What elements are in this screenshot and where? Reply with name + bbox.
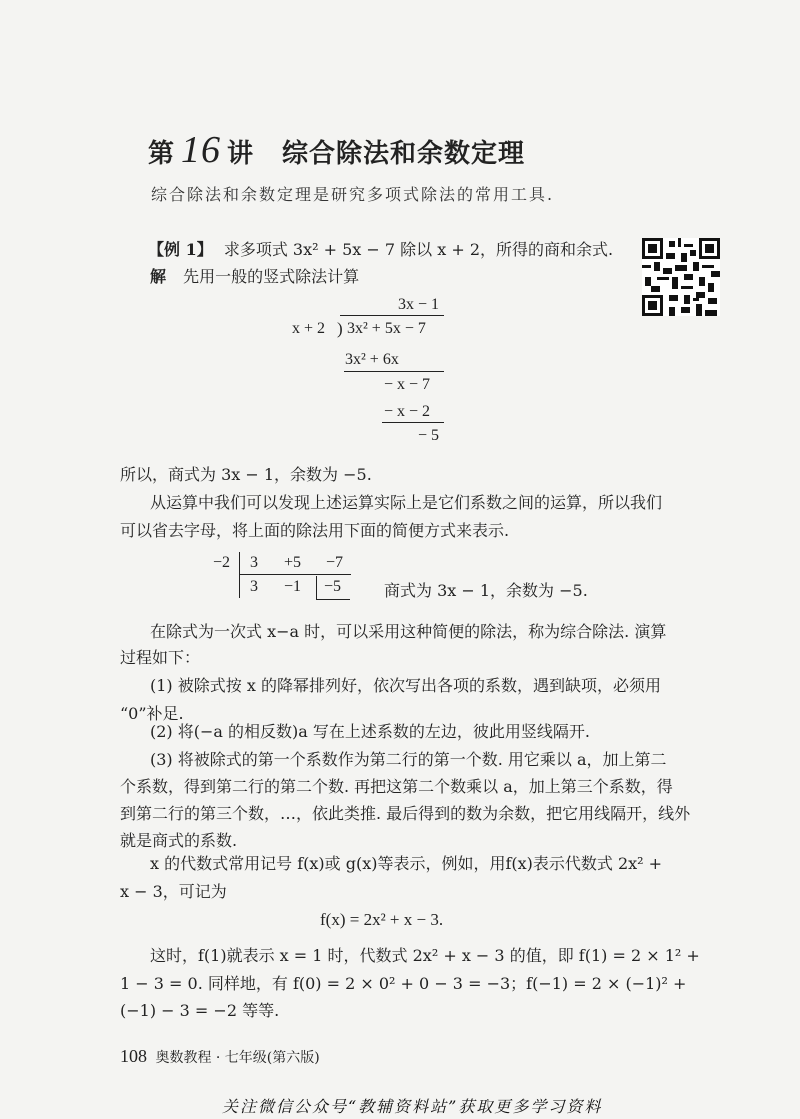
- conclusion-1: 所以，商式为 3x − 1，余数为 −5.: [120, 465, 372, 484]
- step1-line1: (1) 被除式按 x 的降幂排列好，依次写出各项的系数，遇到缺项，必须用: [150, 676, 661, 695]
- example-question: [148, 237, 613, 260]
- ld-step2: − x − 7: [384, 376, 431, 393]
- step3-line3: 到第二行的第三个数，…，依此类推. 最后得到的数为余数，把它用线隔开，线外: [120, 804, 691, 823]
- ld-step3: − x − 2: [384, 403, 431, 420]
- step3-line2: 个系数，得到第二行的第二个数. 再把这第二个数乘以 a，加上第三个系数，得: [120, 777, 673, 796]
- sd-row1-c3: −7: [326, 554, 344, 571]
- ld-dividend: 3x² + 5x − 7: [347, 320, 426, 337]
- sd-row2-c1: 3: [250, 578, 258, 595]
- qr-code: [642, 238, 720, 316]
- example-question-text: 求多项式 3x² + 5x − 7 除以 x + 2，所得的商和余式.: [223, 240, 614, 259]
- ld-divisor: x + 2: [292, 320, 326, 337]
- para2-line2: 过程如下：: [120, 648, 201, 667]
- sd-row2-c3: −5: [324, 578, 342, 595]
- example-label: 【例 1】: [148, 240, 213, 259]
- title-suffix: 讲: [227, 139, 255, 169]
- formula: f(x) = 2x² + x − 3.: [320, 910, 444, 929]
- solution-text: 先用一般的竖式除法计算: [183, 267, 360, 286]
- sd-row2-c2: −1: [284, 578, 302, 595]
- ld-remainder: − 5: [418, 427, 440, 444]
- sd-row1-c2: +5: [284, 554, 302, 571]
- intro-text: 综合除法和余数定理是研究多项式除法的常用工具.: [151, 185, 555, 204]
- para3-line1: x 的代数式常用记号 f(x)或 g(x)等表示，例如，用f(x)表示代数式 2x² +: [150, 854, 663, 873]
- solution-line: [150, 264, 359, 287]
- ld-bracket: ): [337, 319, 343, 338]
- para3-line2: x − 3，可记为: [120, 882, 227, 901]
- sd-divisor: −2: [213, 554, 231, 571]
- step2-text: (2) 将(−a 的相反数)a 写在上述系数的左边，彼此用竖线隔开.: [150, 722, 590, 741]
- watermark-text: 关注微信公众号“教辅资料站”获取更多学习资料: [222, 1097, 603, 1116]
- page-number: 108: [120, 1046, 147, 1066]
- book-title: 奥数教程 · 七年级(第六版): [155, 1050, 320, 1066]
- title-prefix: 第: [148, 139, 176, 169]
- para4-line2: 1 − 3 = 0. 同样地，有 f(0) = 2 × 0² + 0 − 3 = −3；f(−1) = 2 × (−1)² +: [120, 974, 687, 993]
- para1-line1: 从运算中我们可以发现上述运算实际上是它们系数之间的运算，所以我们: [150, 493, 663, 512]
- sd-row1-c1: 3: [250, 554, 258, 571]
- sd-note: 商式为 3x − 1，余数为 −5.: [384, 581, 588, 600]
- solution-label: 解: [150, 267, 167, 286]
- title-number: 16: [181, 129, 222, 171]
- step3-line1: (3) 将被除式的第一个系数作为第二行的第一个数. 用它乘以 a，加上第二: [150, 750, 667, 769]
- title-subject: 综合除法和余数定理: [282, 139, 526, 169]
- para2-line1: 在除式为一次式 x−a 时，可以采用这种简便的除法，称为综合除法. 演算: [150, 622, 667, 641]
- step3-line4: 就是商式的系数.: [120, 831, 238, 850]
- page-footer: [120, 1046, 320, 1067]
- step1-line2: “0”补足.: [120, 704, 184, 723]
- para4-line3: (−1) − 3 = −2 等等.: [120, 1001, 280, 1020]
- para1-line2: 可以省去字母，将上面的除法用下面的简便方式来表示.: [120, 521, 510, 540]
- para4-line1: 这时，f(1)就表示 x = 1 时，代数式 2x² + x − 3 的值，即 f(1) = 2 × 1² +: [150, 946, 700, 965]
- chapter-title: [148, 128, 525, 172]
- ld-step1: 3x² + 6x: [345, 351, 399, 368]
- ld-quotient: 3x − 1: [398, 296, 440, 313]
